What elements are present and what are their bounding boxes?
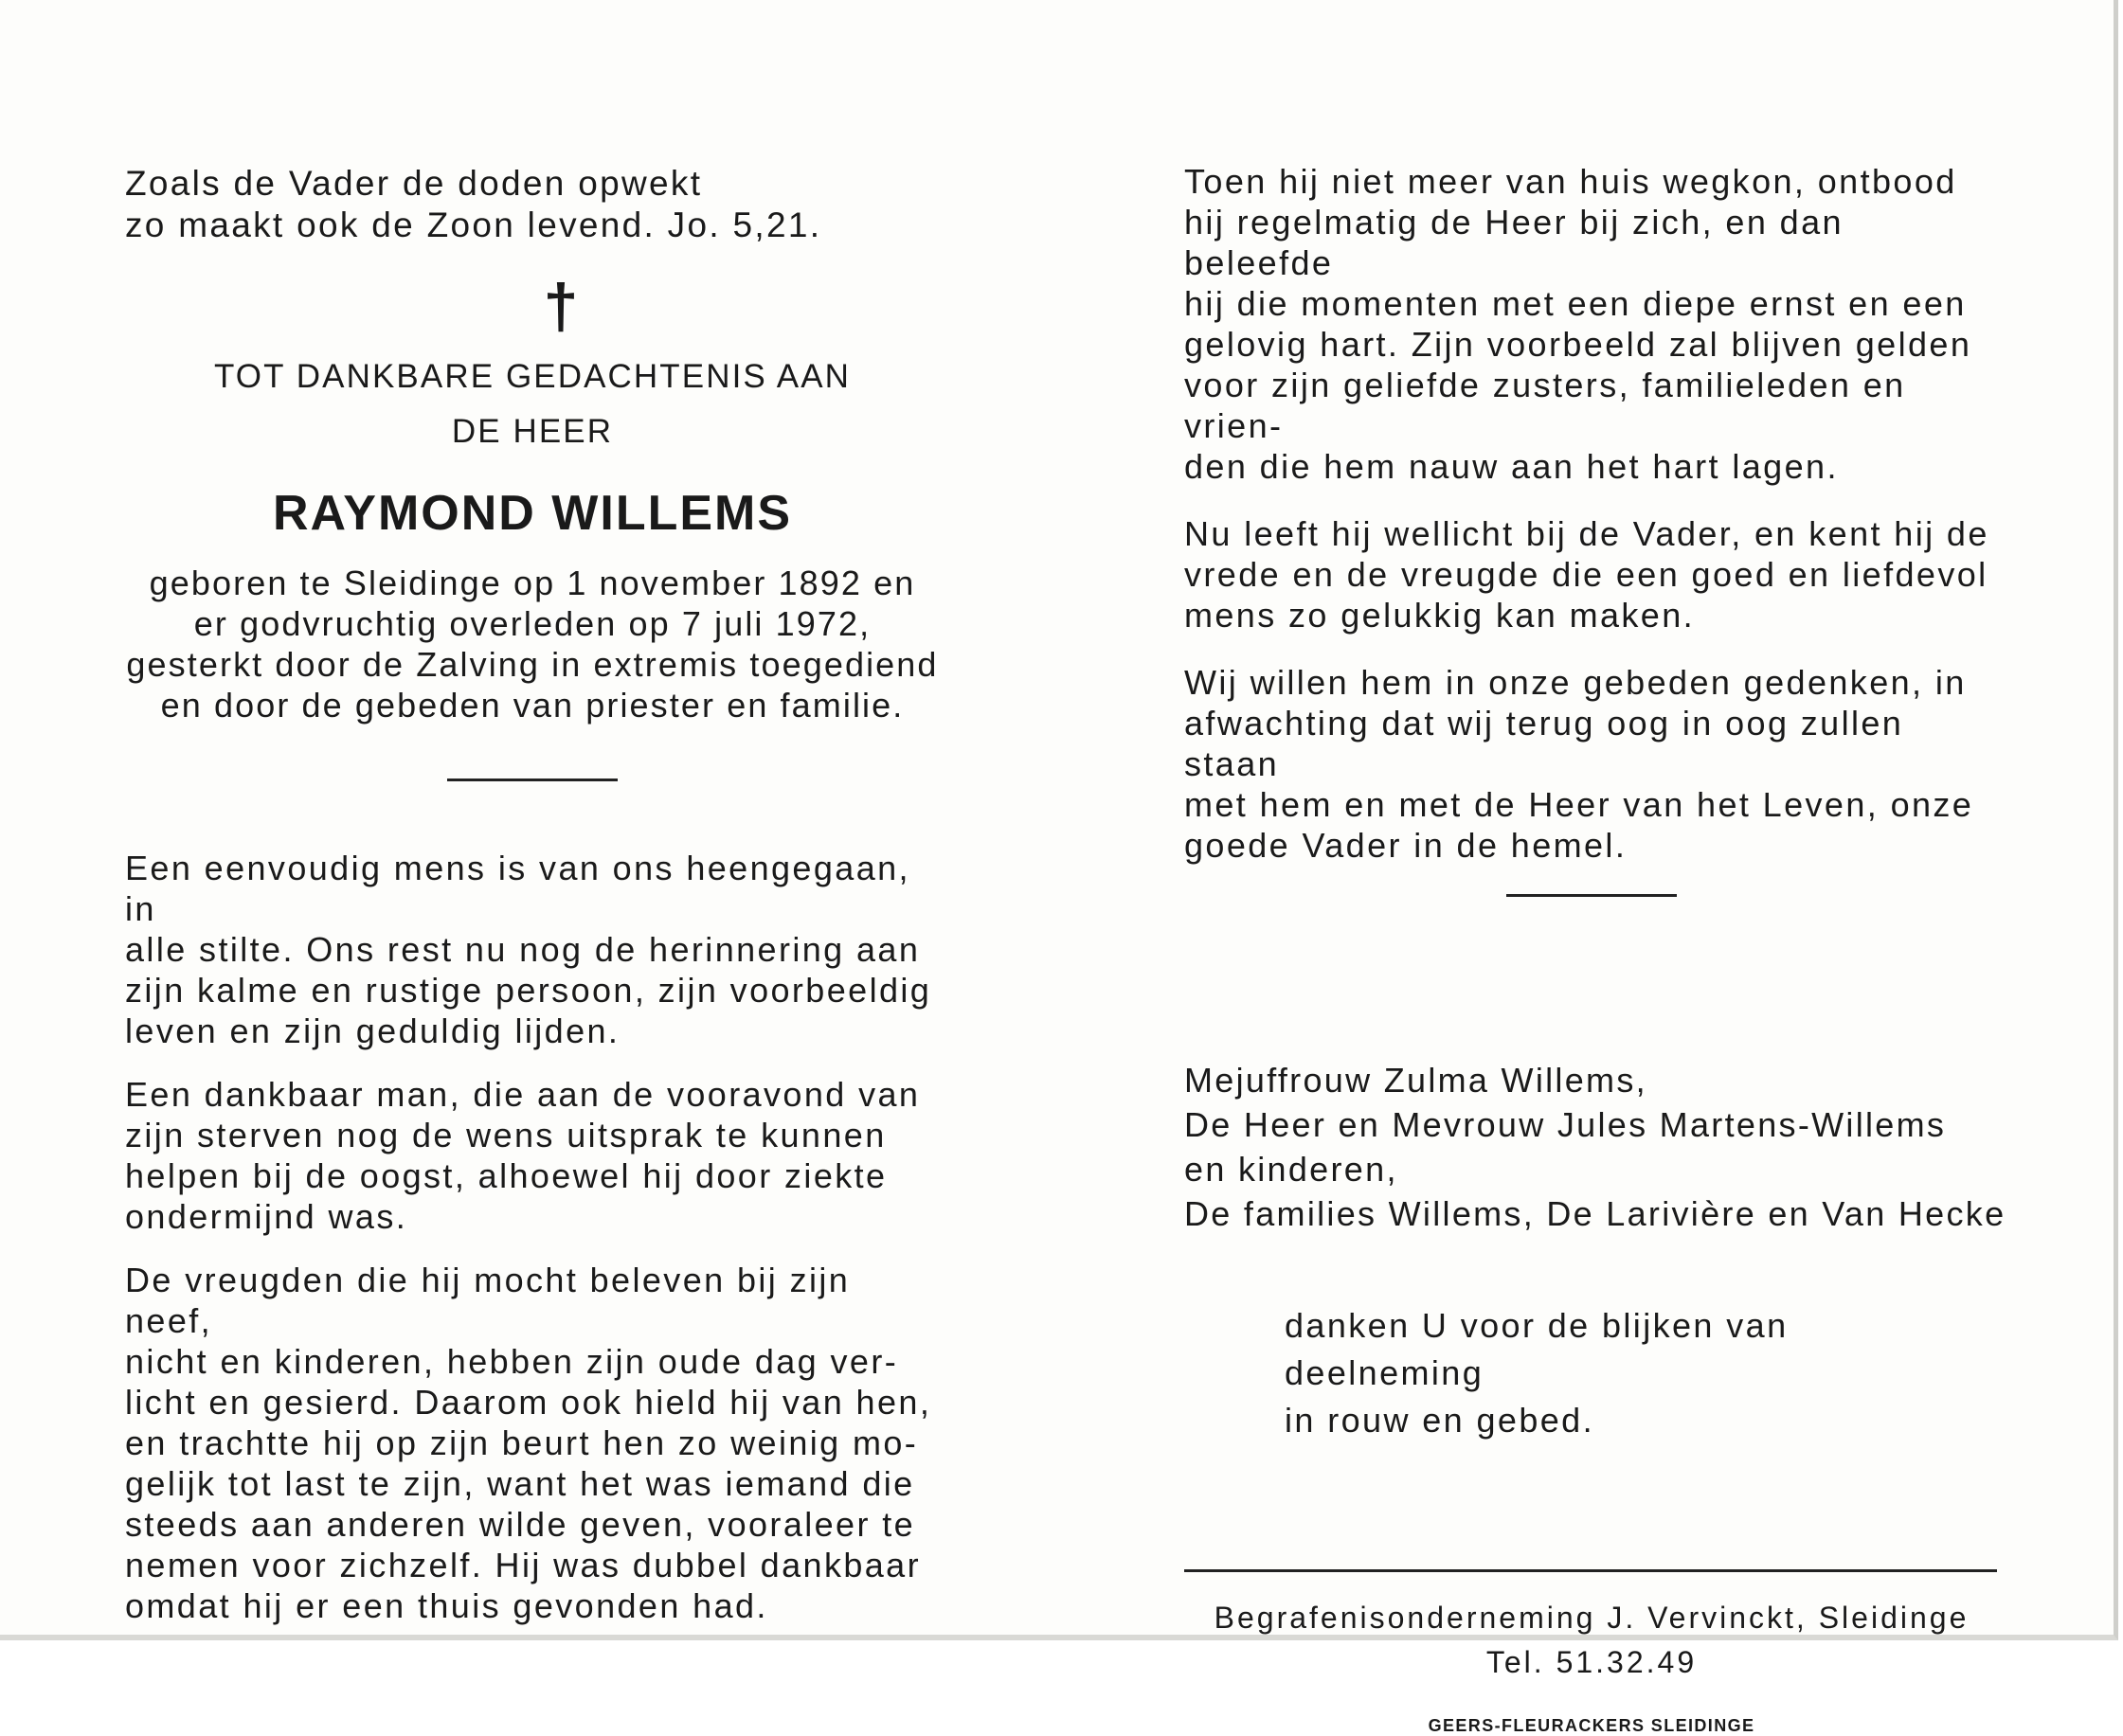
para-line: Een dankbaar man, die aan de vooravond van: [125, 1075, 921, 1114]
para-line: voor zijn geliefde zusters, familieleden en vrien-: [1184, 366, 1906, 445]
para-line: hij die momenten met een diepe ernst en een: [1184, 284, 1967, 323]
paragraph: [1184, 161, 1999, 487]
para-line: helpen bij de oogst, alhoewel hij door ziekte: [125, 1156, 888, 1195]
para-line: gelovig hart. Zijn voorbeeld zal blijven gelden: [1184, 325, 1972, 364]
para-line: zijn sterven nog de wens uitsprak te kunnen: [125, 1116, 887, 1154]
printer-credit: GEERS-FLEURACKERS SLEIDINGE: [1428, 1716, 1755, 1735]
para-line: zijn kalme en rustige persoon, zijn voorbeeldig: [125, 971, 932, 1010]
para-line: Wij willen hem in onze gebeden gedenken, in: [1184, 663, 1967, 702]
life-line: gesterkt door de Zalving in extremis toegediend: [126, 645, 939, 684]
life-line: geboren te Sleidinge op 1 november 1892 en: [149, 564, 916, 602]
para-line: den die hem nauw aan het hart lagen.: [1184, 447, 1839, 486]
para-line: ondermijnd was.: [125, 1197, 408, 1236]
para-line: mens zo gelukkig kan maken.: [1184, 596, 1696, 635]
para-line: licht en gesierd. Daarom ook hield hij van hen,: [125, 1383, 932, 1422]
para-line: Toen hij niet meer van huis wegkon, ontbood: [1184, 162, 1957, 201]
para-line: nemen voor zichzelf. Hij was dubbel dankbaar: [125, 1546, 921, 1584]
para-line: leven en zijn geduldig lijden.: [125, 1011, 621, 1050]
thanks-line: danken U voor de blijken van deelneming: [1285, 1306, 1789, 1392]
left-body: [125, 848, 940, 1626]
signer-line: De Heer en Mevrouw Jules Martens-Willems: [1184, 1105, 1947, 1144]
honorific: DE HEER: [451, 413, 614, 450]
bible-verse: [125, 163, 940, 246]
para-line: Nu leeft hij wellicht bij de Vader, en kent hij de: [1184, 514, 1989, 553]
divider: [447, 779, 618, 781]
para-line: en trachtte hij op zijn beurt hen zo weinig mo-: [125, 1423, 919, 1462]
life-line: er godvruchtig overleden op 7 juli 1972,: [193, 604, 872, 643]
paragraph: [125, 1074, 940, 1237]
para-line: gelijk tot last te zijn, want het was iemand die: [125, 1464, 915, 1503]
signer-line: en kinderen,: [1184, 1150, 1398, 1189]
paragraph: [125, 1260, 940, 1626]
para-line: goede Vader in de hemel.: [1184, 826, 1628, 865]
paragraph: [125, 848, 940, 1051]
deceased-name: RAYMOND WILLEMS: [272, 486, 793, 541]
para-line: nicht en kinderen, hebben zijn oude dag ver-: [125, 1342, 899, 1381]
life-details: [125, 563, 940, 725]
para-line: hij regelmatig de Heer bij zich, en dan beleefde: [1184, 203, 1844, 282]
verse-line: Zoals de Vader de doden opwekt: [125, 164, 703, 203]
undertaker-phone: Tel. 51.32.49: [1485, 1645, 1698, 1679]
footer-divider: [1184, 1569, 1997, 1572]
undertaker-name: Begrafenisonderneming J. Vervinckt, Sleidinge: [1214, 1601, 1970, 1635]
para-line: alle stilte. Ons rest nu nog de herinnering aan: [125, 930, 921, 969]
signer-line: De families Willems, De Larivière en Van Hecke: [1184, 1194, 2006, 1233]
verse-line: zo maakt ook de Zoon levend. Jo. 5,21.: [125, 206, 822, 244]
para-line: Een eenvoudig mens is van ons heengegaan, in: [125, 849, 910, 928]
para-line: De vreugden die hij mocht beleven bij zijn neef,: [125, 1261, 851, 1340]
cross-icon: †: [543, 271, 579, 341]
para-line: met hem en met de Heer van het Leven, onze: [1184, 785, 1974, 824]
signers-block: [1184, 1058, 2006, 1236]
thanks-block: [1184, 1302, 1999, 1444]
para-line: vrede en de vreugde die een goed en liefdevol: [1184, 555, 1988, 594]
para-line: steeds aan anderen wilde geven, vooraleer te: [125, 1505, 916, 1544]
signer-line: Mejuffrouw Zulma Willems,: [1184, 1061, 1647, 1100]
right-column: [1184, 142, 2006, 1736]
para-line: omdat hij er een thuis gevonden had.: [125, 1586, 768, 1625]
paragraph: [1184, 513, 1999, 635]
paragraph: [1184, 662, 1999, 866]
memorial-heading: TOT DANKBARE GEDACHTENIS AAN: [213, 358, 852, 395]
divider: [1506, 894, 1677, 897]
life-line: en door de gebeden van priester en familie.: [160, 686, 905, 725]
thanks-line: in rouw en gebed.: [1285, 1401, 1595, 1440]
para-line: afwachting dat wij terug oog in oog zullen staan: [1184, 704, 1904, 783]
left-column: [125, 142, 940, 1649]
